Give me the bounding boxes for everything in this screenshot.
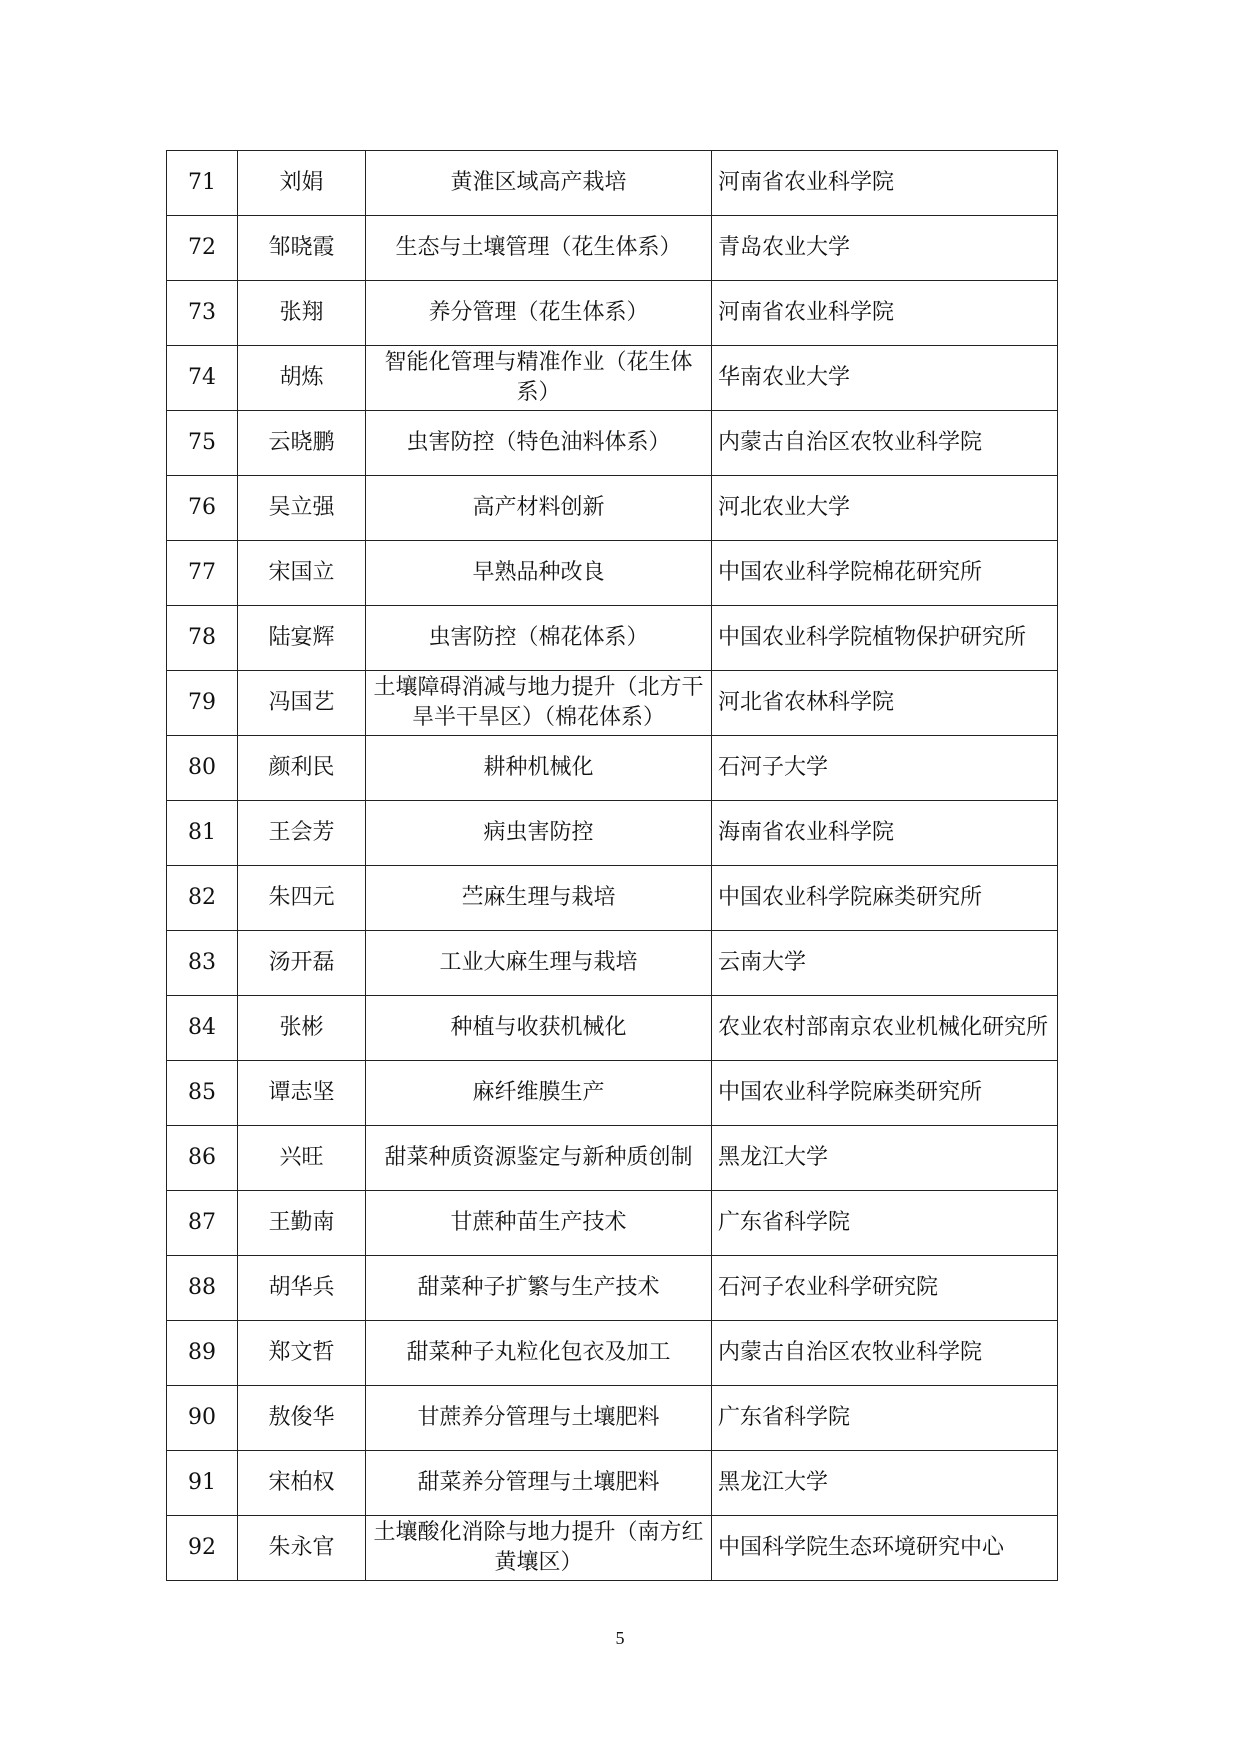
table-row	[167, 736, 1058, 801]
organization-cell: 黑龙江大学	[712, 1451, 1058, 1516]
row-number-cell: 87	[167, 1191, 238, 1256]
organization-cell: 华南农业大学	[712, 346, 1058, 411]
row-number-cell: 79	[167, 671, 238, 736]
expert-name-cell: 张翔	[238, 281, 366, 346]
research-topic-cell: 早熟品种改良	[366, 541, 712, 606]
row-number-cell: 77	[167, 541, 238, 606]
organization-cell: 中国农业科学院麻类研究所	[712, 1061, 1058, 1126]
organization-cell: 中国科学院生态环境研究中心	[712, 1516, 1058, 1581]
organization-cell: 黑龙江大学	[712, 1126, 1058, 1191]
table-row	[167, 801, 1058, 866]
row-number-cell: 91	[167, 1451, 238, 1516]
research-topic-cell: 耕种机械化	[366, 736, 712, 801]
organization-cell: 中国农业科学院麻类研究所	[712, 866, 1058, 931]
research-topic-cell: 种植与收获机械化	[366, 996, 712, 1061]
research-topic-cell: 高产材料创新	[366, 476, 712, 541]
row-number-cell: 81	[167, 801, 238, 866]
expert-roster-table	[166, 150, 1058, 1581]
table-row	[167, 411, 1058, 476]
expert-name-cell: 刘娟	[238, 151, 366, 216]
table-row	[167, 1256, 1058, 1321]
table-row	[167, 1126, 1058, 1191]
expert-name-cell: 宋国立	[238, 541, 366, 606]
expert-name-cell: 云晓鹏	[238, 411, 366, 476]
research-topic-cell: 生态与土壤管理（花生体系）	[366, 216, 712, 281]
expert-name-cell: 朱四元	[238, 866, 366, 931]
row-number-cell: 73	[167, 281, 238, 346]
row-number-cell: 86	[167, 1126, 238, 1191]
organization-cell: 河北省农林科学院	[712, 671, 1058, 736]
organization-cell: 广东省科学院	[712, 1386, 1058, 1451]
organization-cell: 中国农业科学院植物保护研究所	[712, 606, 1058, 671]
table-row	[167, 151, 1058, 216]
table-row	[167, 1321, 1058, 1386]
organization-cell: 内蒙古自治区农牧业科学院	[712, 1321, 1058, 1386]
row-number-cell: 85	[167, 1061, 238, 1126]
table-row	[167, 1061, 1058, 1126]
table-row	[167, 671, 1058, 736]
research-topic-cell: 甜菜种质资源鉴定与新种质创制	[366, 1126, 712, 1191]
row-number-cell: 74	[167, 346, 238, 411]
table-row	[167, 606, 1058, 671]
research-topic-cell: 工业大麻生理与栽培	[366, 931, 712, 996]
research-topic-cell: 养分管理（花生体系）	[366, 281, 712, 346]
organization-cell: 中国农业科学院棉花研究所	[712, 541, 1058, 606]
research-topic-cell: 甜菜养分管理与土壤肥料	[366, 1451, 712, 1516]
expert-name-cell: 谭志坚	[238, 1061, 366, 1126]
organization-cell: 海南省农业科学院	[712, 801, 1058, 866]
research-topic-cell: 黄淮区域高产栽培	[366, 151, 712, 216]
table-row	[167, 1451, 1058, 1516]
research-topic-cell: 麻纤维膜生产	[366, 1061, 712, 1126]
research-topic-cell: 土壤酸化消除与地力提升（南方红黄壤区）	[366, 1516, 712, 1581]
expert-name-cell: 陆宴辉	[238, 606, 366, 671]
expert-name-cell: 张彬	[238, 996, 366, 1061]
research-topic-cell: 甘蔗种苗生产技术	[366, 1191, 712, 1256]
expert-name-cell: 冯国艺	[238, 671, 366, 736]
roster-table-body	[167, 151, 1058, 1581]
research-topic-cell: 甜菜种子扩繁与生产技术	[366, 1256, 712, 1321]
table-row	[167, 1386, 1058, 1451]
expert-name-cell: 汤开磊	[238, 931, 366, 996]
research-topic-cell: 虫害防控（特色油料体系）	[366, 411, 712, 476]
expert-name-cell: 宋柏权	[238, 1451, 366, 1516]
expert-name-cell: 敖俊华	[238, 1386, 366, 1451]
expert-name-cell: 郑文哲	[238, 1321, 366, 1386]
row-number-cell: 75	[167, 411, 238, 476]
organization-cell: 河北农业大学	[712, 476, 1058, 541]
research-topic-cell: 甘蔗养分管理与土壤肥料	[366, 1386, 712, 1451]
table-row	[167, 216, 1058, 281]
expert-name-cell: 邹晓霞	[238, 216, 366, 281]
organization-cell: 石河子农业科学研究院	[712, 1256, 1058, 1321]
page-number: 5	[615, 1628, 625, 1648]
research-topic-cell: 土壤障碍消减与地力提升（北方干旱半干旱区）（棉花体系）	[366, 671, 712, 736]
table-row	[167, 1191, 1058, 1256]
row-number-cell: 88	[167, 1256, 238, 1321]
expert-name-cell: 颜利民	[238, 736, 366, 801]
expert-name-cell: 王会芳	[238, 801, 366, 866]
row-number-cell: 90	[167, 1386, 238, 1451]
row-number-cell: 80	[167, 736, 238, 801]
table-row	[167, 931, 1058, 996]
row-number-cell: 78	[167, 606, 238, 671]
table-row	[167, 996, 1058, 1061]
research-topic-cell: 苎麻生理与栽培	[366, 866, 712, 931]
research-topic-cell: 智能化管理与精准作业（花生体系）	[366, 346, 712, 411]
organization-cell: 青岛农业大学	[712, 216, 1058, 281]
expert-name-cell: 胡华兵	[238, 1256, 366, 1321]
organization-cell: 农业农村部南京农业机械化研究所	[712, 996, 1058, 1061]
expert-name-cell: 王勤南	[238, 1191, 366, 1256]
row-number-cell: 84	[167, 996, 238, 1061]
table-row	[167, 541, 1058, 606]
table-row	[167, 476, 1058, 541]
expert-name-cell: 吴立强	[238, 476, 366, 541]
research-topic-cell: 甜菜种子丸粒化包衣及加工	[366, 1321, 712, 1386]
row-number-cell: 89	[167, 1321, 238, 1386]
table-row	[167, 281, 1058, 346]
row-number-cell: 76	[167, 476, 238, 541]
organization-cell: 石河子大学	[712, 736, 1058, 801]
row-number-cell: 72	[167, 216, 238, 281]
table-row	[167, 346, 1058, 411]
expert-name-cell: 朱永官	[238, 1516, 366, 1581]
organization-cell: 河南省农业科学院	[712, 281, 1058, 346]
research-topic-cell: 病虫害防控	[366, 801, 712, 866]
expert-name-cell: 胡炼	[238, 346, 366, 411]
row-number-cell: 71	[167, 151, 238, 216]
organization-cell: 河南省农业科学院	[712, 151, 1058, 216]
organization-cell: 广东省科学院	[712, 1191, 1058, 1256]
research-topic-cell: 虫害防控（棉花体系）	[366, 606, 712, 671]
table-row	[167, 1516, 1058, 1581]
row-number-cell: 82	[167, 866, 238, 931]
organization-cell: 内蒙古自治区农牧业科学院	[712, 411, 1058, 476]
expert-name-cell: 兴旺	[238, 1126, 366, 1191]
row-number-cell: 83	[167, 931, 238, 996]
row-number-cell: 92	[167, 1516, 238, 1581]
table-row	[167, 866, 1058, 931]
organization-cell: 云南大学	[712, 931, 1058, 996]
